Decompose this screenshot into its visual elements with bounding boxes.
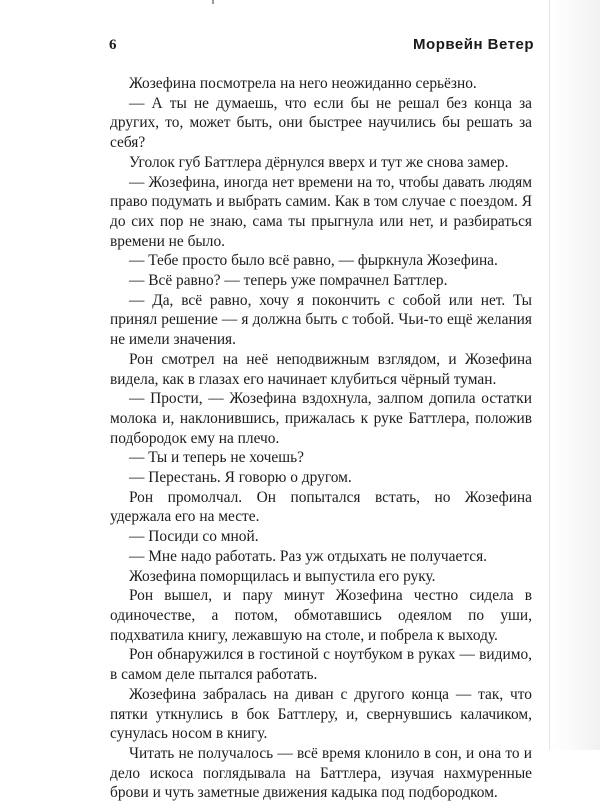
page-edge-shadow bbox=[548, 0, 600, 750]
paragraph: — Тебе просто было всё равно, — фыркнула Жозефина. bbox=[129, 252, 498, 270]
paragraph: — А ты не думаешь, что если бы не решал без конца за других, то, может быть, они быстрее научились бы решать за себя? bbox=[110, 94, 532, 152]
scan-mark bbox=[212, 0, 214, 4]
paragraph: — Ты и теперь не хочешь? bbox=[129, 449, 304, 467]
paragraph: — Жозефина, иногда нет времени на то, чтобы давать людям право подумать и выбрать самим. Как в том случае с поездом. Я до сих пор не знаю, сама ты прыгнула или нет, и разбираться времени не было. bbox=[110, 173, 532, 250]
paragraph: Жозефина посмотрела на него неожиданно серьёзно. bbox=[129, 75, 477, 92]
body-text bbox=[110, 74, 532, 803]
paragraph: Рон обнаружился в гостиной с ноутбуком в руках — видимо, в самом деле пытался работать. bbox=[110, 646, 532, 684]
paragraph: Читать не получалось — всё время клонило в сон, и она то и дело искоса поглядывала на Баттлера, изучая нахмуренные брови и чуть заметные движения кадыка под подбородком. bbox=[110, 744, 532, 802]
running-title: Морвейн Ветер bbox=[413, 36, 534, 53]
page-number: 6 bbox=[109, 37, 117, 53]
paragraph: — Мне надо работать. Раз уж отдыхать не получается. bbox=[129, 547, 488, 565]
paragraph: Рон вышел, и пару минут Жозефина честно сидела в одиночестве, а потом, обмотавшись одеялом по уши, подхватила книгу, лежавшую на столе, и побрела к выходу. bbox=[110, 587, 532, 644]
paragraph: — Да, всё равно, хочу я покончить с собой или нет. Ты принял решение — я должна быть с тобой. Чьи-то ещё желания не имели значения. bbox=[110, 291, 532, 349]
running-header bbox=[109, 35, 534, 57]
paragraph: — Посиди со мной. bbox=[129, 528, 259, 546]
paragraph: — Всё равно? — теперь уже помрачнел Баттлер. bbox=[129, 272, 448, 290]
paragraph: — Прости, — Жозефина вздохнула, залпом допила остатки молока и, наклонившись, прижалась к руке Баттлера, положив подбородок ему на плечо. bbox=[110, 390, 532, 447]
paragraph: Уголок губ Баттлера дёрнулся вверх и тут же снова замер. bbox=[129, 153, 509, 171]
page-edge-line bbox=[549, 0, 550, 750]
paragraph: Рон промолчал. Он попытался встать, но Жозефина удержала его на месте. bbox=[110, 488, 532, 526]
paragraph: — Перестань. Я говорю о другом. bbox=[129, 469, 352, 487]
paragraph: Жозефина забралась на диван с другого конца — так, что пятки уткнулись в бок Баттлеру, и, свернувшись калачиком, сунулась носом в книгу. bbox=[110, 685, 532, 743]
paragraph: Рон смотрел на неё неподвижным взглядом, и Жозефина видела, как в глазах его начинает клубиться чёрный туман. bbox=[110, 350, 532, 388]
paragraph: Жозефина поморщилась и выпустила его руку. bbox=[129, 567, 436, 585]
